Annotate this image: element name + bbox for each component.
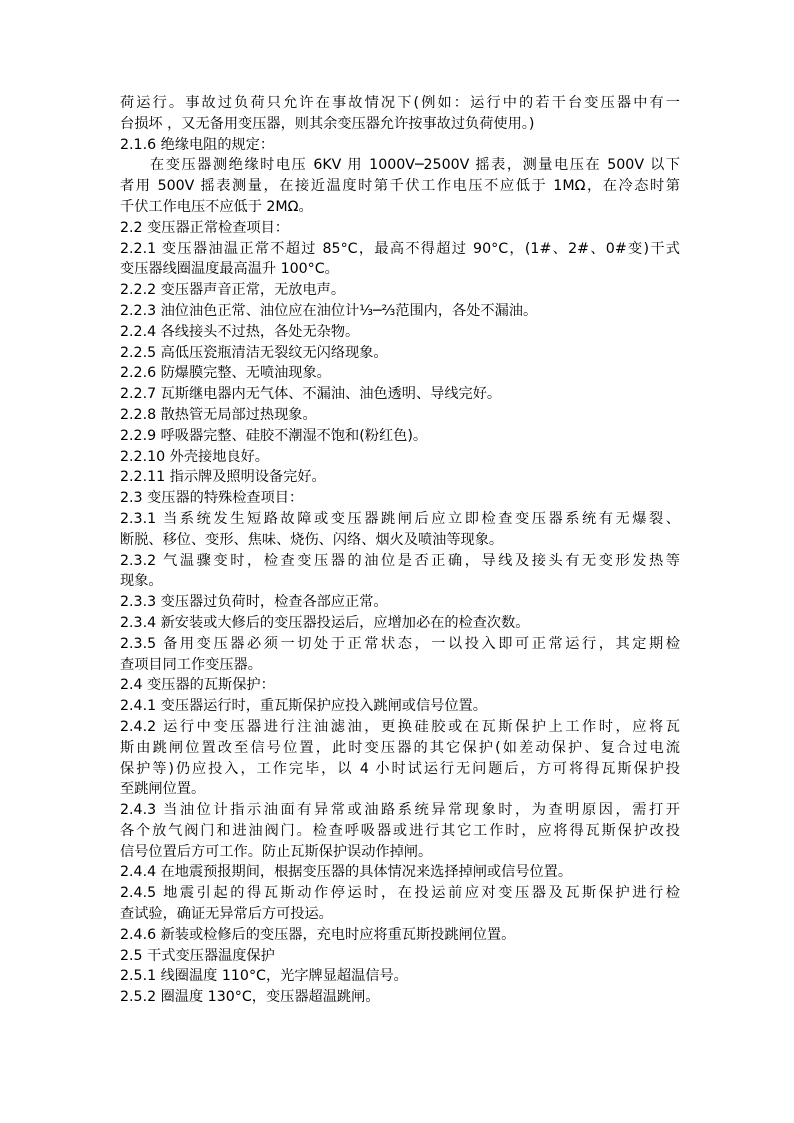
text-line: 现象。 bbox=[120, 573, 163, 590]
text-line: 2.5.2 圈温度 130°C，变压器超温跳闸。 bbox=[120, 989, 380, 1006]
text-line: 2.2.7 瓦斯继电器内无气体、不漏油、油色透明、导线完好。 bbox=[120, 386, 502, 403]
text-line: 查试验，确证无异常后方可投运。 bbox=[120, 906, 333, 923]
text-line: 2.2.4 各线接头不过热，各处无杂物。 bbox=[120, 323, 360, 340]
text-line: 2.3.5 备用变压器必须一切处于正常状态，一以投入即可正常运行，其定期检 bbox=[120, 635, 680, 652]
text-line: 台损坏 ，又无备用变压器，则其余变压器允许按事故过负荷使用。) bbox=[120, 115, 535, 132]
text-line: 2.2.9 呼吸器完整、硅胶不潮湿不饱和(粉红色)。 bbox=[120, 427, 428, 444]
text-line: 2.3.2 气温骤变时，检查变压器的油位是否正确，导线及接头有无变形发热等 bbox=[120, 552, 680, 569]
text-line: 2.2.10 外壳接地良好。 bbox=[120, 448, 269, 465]
text-line: 2.5 干式变压器温度保护 bbox=[120, 947, 275, 964]
text-line: 各个放气阀门和进油阀门。检查呼吸器或进行其它工作时，应将得瓦斯保护改投 bbox=[120, 822, 680, 839]
text-line: 查项目同工作变压器。 bbox=[120, 656, 262, 673]
text-line: 在变压器测绝缘时电压 6KV 用 1000V─2500V 摇表，测量电压在 500V 以下 bbox=[150, 157, 680, 174]
text-line: 斯由跳闸位置改至信号位置，此时变压器的其它保护(如差动保护、复合过电流 bbox=[120, 739, 680, 756]
text-line: 2.2 变压器正常检查项目： bbox=[120, 219, 289, 236]
text-line: 2.3.3 变压器过负荷时，检查各部应正常。 bbox=[120, 594, 388, 611]
text-line: 2.4.3 当油位计指示油面有异常或油路系统异常现象时，为查明原因，需打开 bbox=[120, 802, 680, 819]
text-line: 2.2.1 变压器油温正常不超过 85°C，最高不得超过 90°C，(1#、2#、0#变)干式 bbox=[120, 240, 680, 257]
text-line: 保护等)仍应投入，工作完毕，以 4 小时试运行无问题后，方可将得瓦斯保护投 bbox=[120, 760, 680, 777]
text-line: 2.4.1 变压器运行时，重瓦斯保护应投入跳闸或信号位置。 bbox=[120, 698, 487, 715]
text-line: 2.4.6 新装或检修后的变压器，充电时应将重瓦斯投跳闸位置。 bbox=[120, 926, 516, 943]
text-line: 2.3.1 当系统发生短路故障或变压器跳闸后应立即检查变压器系统有无爆裂、 bbox=[120, 510, 680, 527]
text-line: 荷运行。事故过负荷只允许在事故情况下(例如：运行中的若干台变压器中有一 bbox=[120, 95, 680, 111]
text-line: 2.3 变压器的特殊检查项目： bbox=[120, 490, 304, 507]
text-line: 2.2.11 指示牌及照明设备完好。 bbox=[120, 469, 326, 486]
text-line: 变压器线圈温度最高温升 100°C。 bbox=[120, 261, 339, 278]
text-line: 至跳闸位置。 bbox=[120, 781, 206, 798]
text-line: 2.4.5 地震引起的得瓦斯动作停运时，在投运前应对变压器及瓦斯保护进行检 bbox=[120, 885, 680, 902]
text-line: 千伏工作电压不应低于 2MΩ。 bbox=[120, 198, 313, 215]
text-line: 信号位置后方可工作。防止瓦斯保护误动作掉闸。 bbox=[120, 843, 433, 860]
text-line: 2.1.6 绝缘电阻的规定： bbox=[120, 136, 275, 153]
text-line: 2.4 变压器的瓦斯保护： bbox=[120, 677, 275, 694]
text-line: 者用 500V 摇表测量，在接近温度时第千伏工作电压不应低于 1MΩ，在冷态时第 bbox=[120, 178, 680, 195]
text-line: 2.2.5 高低压瓷瓶清洁无裂纹无闪络现象。 bbox=[120, 344, 388, 361]
document-body bbox=[120, 93, 680, 1008]
text-line: 2.5.1 线圈温度 110°C，光字牌显超温信号。 bbox=[120, 968, 408, 985]
text-line: 断脱、移位、变形、焦味、烧伤、闪络、烟火及喷油等现象。 bbox=[120, 531, 504, 548]
text-line: 2.2.8 散热管无局部过热现象。 bbox=[120, 406, 317, 423]
text-line: 2.4.4 在地震预报期间，根据变压器的具体情况来选择掉闸或信号位置。 bbox=[120, 864, 573, 881]
text-line: 2.2.3 油位油色正常、油位应在油位计⅓─⅔范围内，各处不漏油。 bbox=[120, 302, 538, 319]
text-line: 2.4.2 运行中变压器进行注油滤油，更换硅胶或在瓦斯保护上工作时，应将瓦 bbox=[120, 718, 680, 735]
text-line: 2.2.6 防爆膜完整、无喷油现象。 bbox=[120, 365, 331, 382]
text-line: 2.2.2 变压器声音正常，无放电声。 bbox=[120, 282, 346, 299]
text-line: 2.3.4 新安装或大修后的变压器投运后，应增加必在的检查次数。 bbox=[120, 614, 530, 631]
